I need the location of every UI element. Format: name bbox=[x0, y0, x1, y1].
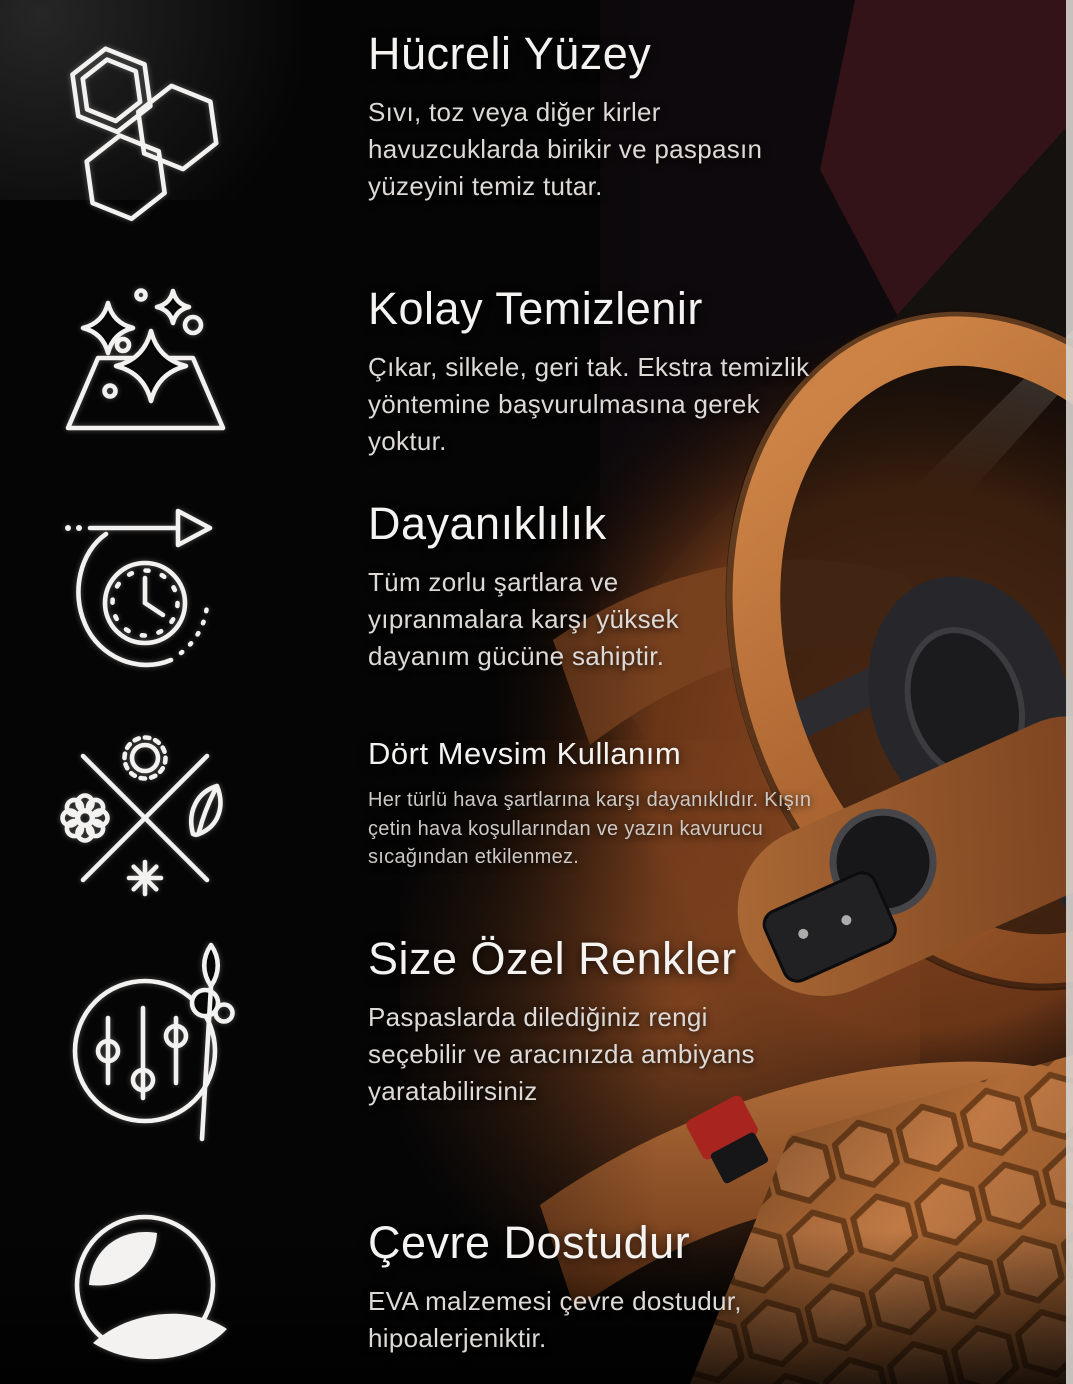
feature-description: Her türlü hava şartlarına karşı dayanıklıdır. Kışın çetin hava koşullarından ve yazın kavurucu sıcağından etkilenmez. bbox=[368, 789, 812, 869]
paintbrush-glyph bbox=[202, 945, 233, 1139]
sparkle-mat-icon bbox=[53, 283, 238, 443]
feature-description: EVA malzemesi çevre dostudur, hipoalerjeniktir. bbox=[368, 1286, 742, 1354]
feature-row-kolay-temizlenir bbox=[0, 283, 1073, 461]
sun-glyph bbox=[125, 738, 166, 779]
feature-description: Çıkar, silkele, geri tak. Ekstra temizlik yöntemine başvurulmasına gerek yoktur. bbox=[368, 352, 810, 457]
eco-leaf-icon bbox=[55, 1193, 235, 1378]
feature-title: Kolay Temizlenir bbox=[368, 283, 703, 334]
feature-title: Size Özel Renkler bbox=[368, 933, 737, 984]
feature-description: Sıvı, toz veya diğer kirler havuzcuklarda birikir ve paspasın yüzeyini temiz tutar. bbox=[368, 97, 763, 202]
feature-title: Dayanıklılık bbox=[368, 498, 607, 549]
flower-glyph bbox=[63, 796, 108, 841]
feature-row-hucreli-yuzey bbox=[0, 28, 1073, 223]
feature-row-dayaniklilik bbox=[0, 498, 1073, 688]
leaf-glyph bbox=[191, 786, 220, 835]
four-seasons-icon bbox=[55, 728, 235, 908]
feature-description: Tüm zorlu şartlara ve yıpranmalara karşı yüksek dayanım gücüne sahiptir. bbox=[368, 567, 679, 672]
honeycomb-icon bbox=[55, 28, 235, 223]
feature-description: Paspaslarda dilediğiniz rengi seçebilir ve aracınızda ambiyans yaratabilirsiniz bbox=[368, 1002, 755, 1107]
feature-row-size-ozel-renkler bbox=[0, 933, 1073, 1143]
snowflake-glyph bbox=[129, 862, 161, 894]
feature-row-dort-mevsim bbox=[0, 728, 1073, 908]
durability-clock-icon bbox=[60, 498, 230, 688]
feature-title: Çevre Dostudur bbox=[368, 1217, 691, 1268]
feature-title: Hücreli Yüzey bbox=[368, 28, 652, 79]
feature-row-cevre-dostudur bbox=[0, 1193, 1073, 1378]
palette-icon bbox=[53, 933, 238, 1143]
feature-title: Dört Mevsim Kullanım bbox=[368, 736, 682, 771]
